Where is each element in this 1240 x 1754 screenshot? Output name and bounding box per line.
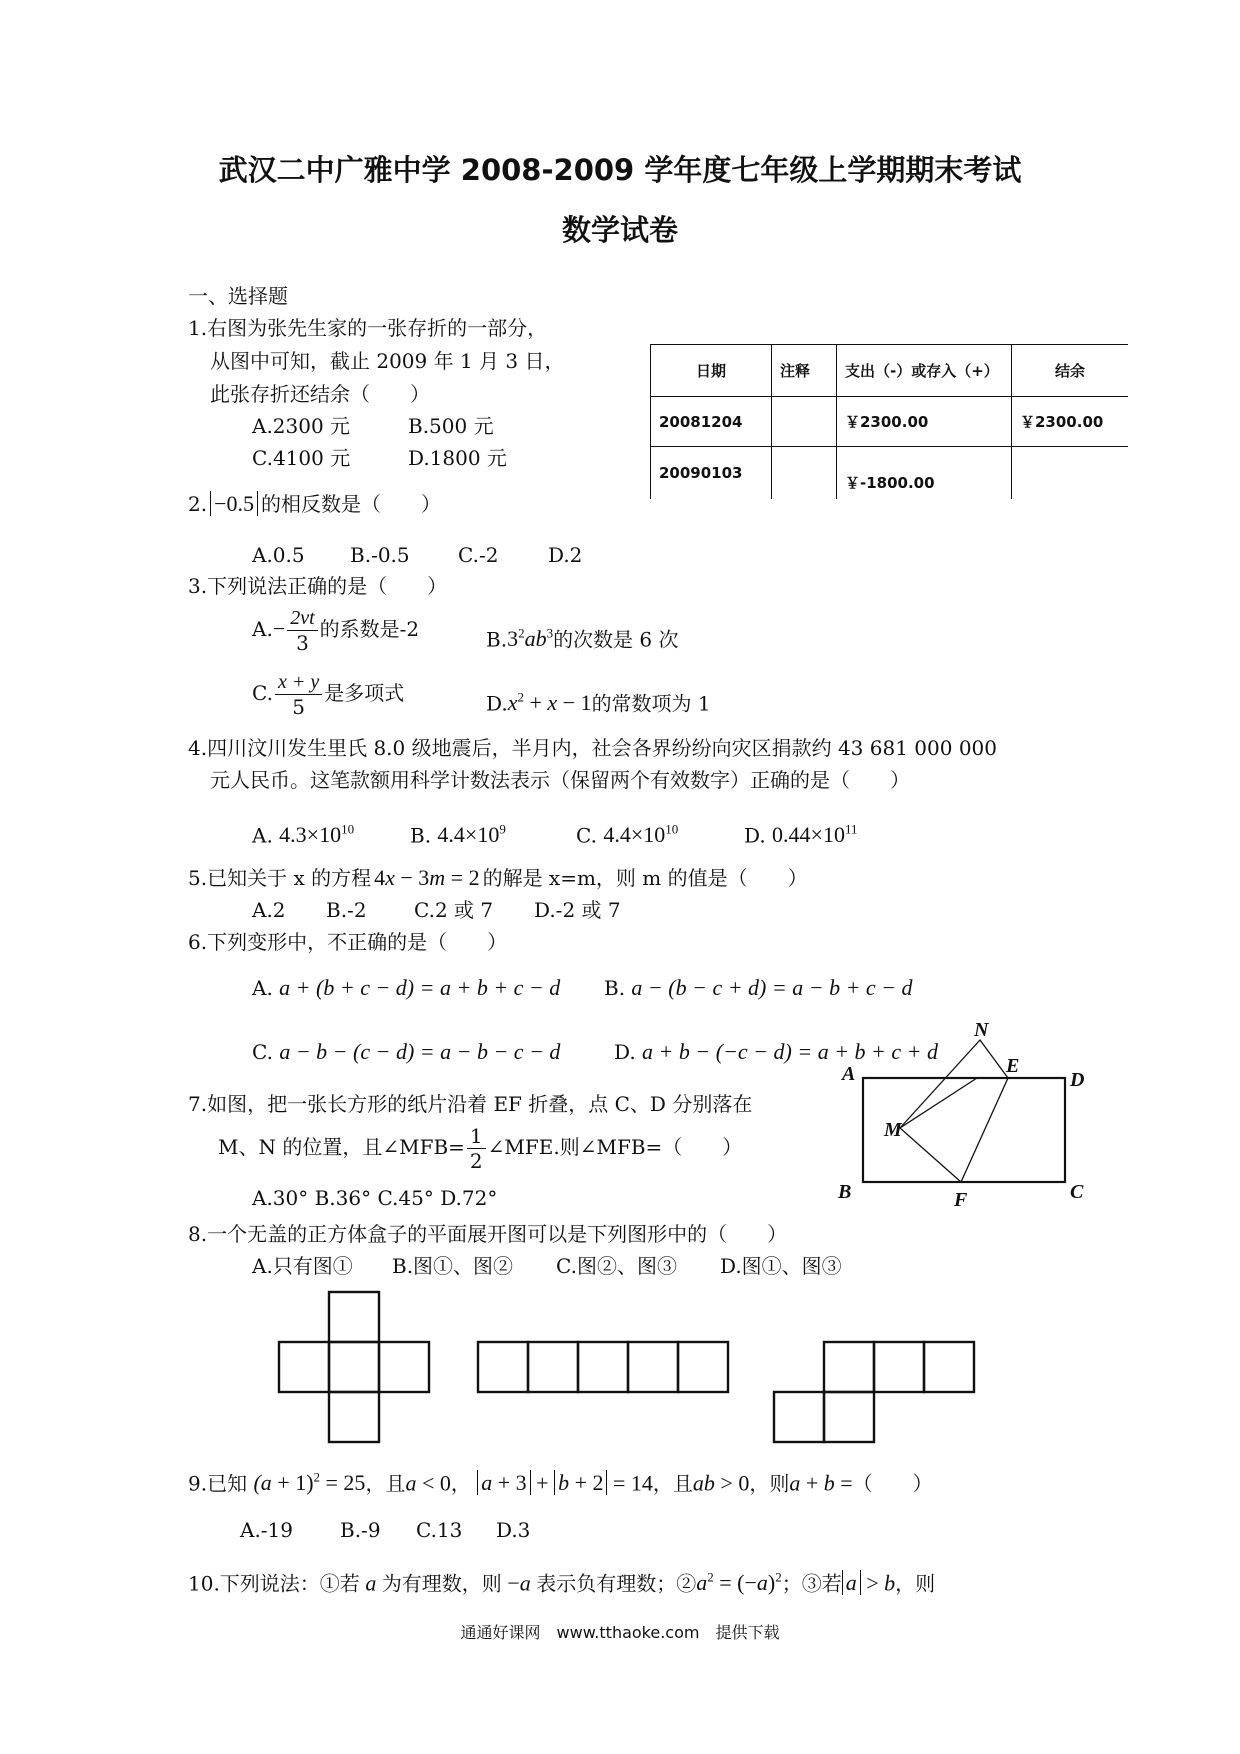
q9-mid3: ，且	[652, 1471, 693, 1496]
label-n: N	[974, 1020, 989, 1041]
q3-stem: 3.下列说法正确的是（ ）	[188, 574, 448, 598]
q6-option-d-label: D.	[614, 1040, 636, 1064]
q9-option-d: D.3	[496, 1518, 531, 1542]
passbook-cell: ￥2300.00	[837, 397, 1012, 447]
label-f: F	[954, 1189, 968, 1211]
label-d: D	[1070, 1069, 1085, 1091]
passbook-row	[651, 447, 1129, 499]
passbook-cell	[772, 397, 837, 447]
q1-line2: 从图中可知，截止 2009 年 1 月 3 日，	[210, 349, 565, 373]
q6-option-c-label: C.	[252, 1040, 273, 1064]
q8-option-d: D.图①、图③	[720, 1254, 842, 1278]
passbook-cell	[772, 447, 837, 499]
net-figure-2	[478, 1342, 728, 1392]
q7-line1: 7.如图，把一张长方形的纸片沿着 EF 折叠，点 C、D 分别落在	[188, 1092, 753, 1116]
q7-options: A.30° B.36° C.45° D.72°	[252, 1186, 498, 1210]
net-figure-3	[774, 1342, 974, 1442]
passbook-header-balance: 结余	[1012, 345, 1129, 397]
label-c: C	[1070, 1181, 1084, 1203]
passbook-header-amount: 支出（-）或存入（+）	[837, 345, 1012, 397]
q6-option-b: B. a − (b − c + d) = a − b + c − d	[604, 975, 913, 1000]
q4-option-a-label: A.	[252, 823, 273, 848]
q9-stem: 9.已知 $(a + 1)^2 = 25$，且a < 0， a + 3 + b + 2 = 14，且ab > 0，则a + b =（ ）	[188, 1470, 933, 1496]
q9-mid1: ，且	[365, 1471, 406, 1496]
fold-line-ef	[961, 1078, 1008, 1182]
page-footer: 通通好课网 www.tthaoke.com 提供下载	[460, 1623, 780, 1642]
q9-option-a: A.-19	[240, 1518, 294, 1542]
q4-option-a: A. $4.3\times 10^{10}$	[252, 822, 355, 848]
q9-option-b: B.-9	[340, 1518, 381, 1542]
q5-option-b: B.-2	[326, 898, 367, 922]
q9-mid4: ，则	[749, 1471, 790, 1496]
passbook-cell: ￥-1800.00	[837, 447, 1012, 499]
q3-option-c-text: 是多项式	[324, 681, 405, 705]
q7-line2	[218, 1124, 742, 1173]
q4-option-c-label: C.	[576, 823, 597, 848]
q4-option-c: C. $4.4\times 10^{10}$	[576, 822, 679, 848]
passbook-header-date: 日期	[651, 345, 772, 397]
q2-stem	[188, 492, 441, 516]
q3-option-b-text: 的次数是 6 次	[553, 627, 679, 652]
passbook-cell: ￥2300.00	[1012, 397, 1129, 447]
q9-pre: 9.已知	[188, 1471, 248, 1496]
q3-option-c-label: C.	[252, 681, 273, 705]
q6-option-a: A. a + (b + c − d) = a + b + c − d	[252, 975, 561, 1000]
q2-number: 2.	[188, 492, 208, 516]
cube-nets	[270, 1290, 990, 1450]
q3-option-d-label: D.	[486, 691, 508, 716]
q5-stem-pre: 5.已知关于 x 的方程	[188, 866, 372, 890]
q3-option-d: $D.x^2 + x - 1$的常数项为 1	[486, 690, 711, 716]
q4-line2: 元人民币。这笔款额用科学计数法表示（保留两个有效数字）正确的是（ ）	[210, 768, 910, 792]
section-heading: 一、选择题	[188, 284, 288, 308]
q10-t1: 为有理数，则	[381, 1571, 502, 1596]
q2-option-d: D.2	[548, 543, 583, 567]
q10-stem: 10.下列说法：①若 a 为有理数，则 −a 表示负有理数；$②a^2 = (-a)^2$；③若 a > b，则	[188, 1570, 936, 1596]
q1-line3: 此张存折还结余（ ）	[210, 382, 430, 406]
q3-option-a: A.− $\frac{2vt}{3}$ 的系数是-2	[252, 607, 420, 655]
q2-option-a: A.0.5	[252, 543, 305, 567]
passbook-row	[651, 397, 1129, 447]
q3-option-a-text: 的系数是-2	[319, 617, 420, 641]
q6-option-d: D. a + b − (−c − d) = a + b + c + d	[614, 1039, 938, 1064]
q3-option-b-label: B.	[486, 627, 508, 652]
passbook-header-note: 注释	[772, 345, 837, 397]
q1-option-d: D.1800 元	[408, 446, 507, 470]
passbook-cell: 20081204	[651, 397, 772, 447]
q8-stem: 8.一个无盖的正方体盒子的平面展开图可以是下列图形中的（ ）	[188, 1222, 788, 1246]
q7-line2-pre: M、N 的位置，且∠MFB=	[218, 1135, 465, 1159]
q5-option-d: D.-2 或 7	[534, 898, 621, 922]
q3-a-numerator: 2vt	[287, 606, 317, 631]
q6-stem: 6.下列变形中，不正确的是（ ）	[188, 930, 508, 954]
q3-a-denominator: 3	[296, 631, 309, 655]
q8-option-a: A.只有图①	[252, 1254, 353, 1278]
q3-option-a-label: A.	[252, 617, 273, 641]
passbook-cell	[1012, 447, 1129, 499]
folding-figure	[830, 1020, 1100, 1220]
page-title: 武汉二中广雅中学 2008-2009 学年度七年级上学期期末考试	[218, 153, 1022, 187]
page-subtitle: 数学试卷	[561, 213, 678, 247]
q3-option-d-text: 的常数项为 1	[591, 691, 711, 716]
q3-option-b: $B.3^2ab^3$的次数是 6 次	[486, 626, 679, 652]
q10-t4: ，则	[895, 1571, 936, 1596]
q2-stem-text: 的相反数是（ ）	[261, 492, 442, 516]
q5-stem-post: 的解是 x=m，则 m 的值是（ ）	[482, 866, 808, 890]
q9-post: （ ）	[852, 1471, 933, 1496]
q1-line1: 1.右图为张先生家的一张存折的一部分，	[188, 316, 548, 340]
q8-option-c: C.图②、图③	[556, 1254, 677, 1278]
q1-option-b: B.500 元	[408, 414, 494, 438]
q5-option-c: C.2 或 7	[414, 898, 494, 922]
label-e: E	[1006, 1055, 1020, 1077]
q7-frac-numerator: 1	[467, 1124, 486, 1149]
q4-option-d-label: D.	[744, 823, 766, 848]
q9-mid2: ，	[450, 1471, 471, 1496]
passbook-table	[650, 344, 1128, 499]
q3-c-numerator: x + y	[275, 670, 322, 695]
q7-line2-post: ∠MFE.则∠MFB=（ ）	[487, 1135, 743, 1159]
q5-option-a: A.2	[252, 898, 286, 922]
q4-option-b-label: B.	[410, 823, 432, 848]
q4-line1: 4.四川汶川发生里氏 8.0 级地震后，半月内，社会各界纷纷向灾区捐款约 43 681 000 000	[188, 736, 998, 760]
fold-edge-em-mf	[900, 1078, 977, 1182]
passbook-cell: 20090103	[651, 447, 772, 499]
q2-option-b: B.-0.5	[350, 543, 410, 567]
q10-t3: ；③若	[781, 1571, 842, 1596]
label-b: B	[838, 1181, 852, 1203]
q2-abs-value: −0.5	[210, 491, 258, 516]
q10-t2: 表示负有理数；②	[536, 1571, 697, 1596]
q6-option-c: C. a − b − (c − d) = a − b − c − d	[252, 1039, 561, 1064]
q9-option-c: C.13	[416, 1518, 463, 1542]
q7-frac-denominator: 2	[469, 1149, 483, 1173]
q6-option-a-label: A.	[252, 976, 273, 1000]
q4-option-b: B. $4.4\times 10^9$	[410, 822, 506, 848]
q8-option-b: B.图①、图②	[392, 1254, 514, 1278]
q5-stem: 5.已知关于 x 的方程 4x − 3m = 2 的解是 x=m，则 m 的值是（ ）	[188, 865, 808, 890]
q3-option-c	[252, 670, 404, 719]
passbook-header-row	[651, 345, 1129, 397]
q2-option-c: C.-2	[458, 543, 499, 567]
q6-option-b-label: B.	[604, 976, 626, 1000]
q10-pre: 10.下列说法：①若	[188, 1571, 360, 1596]
q1-option-c: C.4100 元	[252, 446, 351, 470]
q3-c-denominator: 5	[292, 695, 305, 719]
q4-option-d: D. $0.44\times 10^{11}$	[744, 822, 858, 848]
net-figure-1	[279, 1292, 429, 1442]
label-a: A	[842, 1063, 856, 1085]
q1-option-a: A.2300 元	[252, 414, 351, 438]
label-m: M	[884, 1119, 902, 1141]
